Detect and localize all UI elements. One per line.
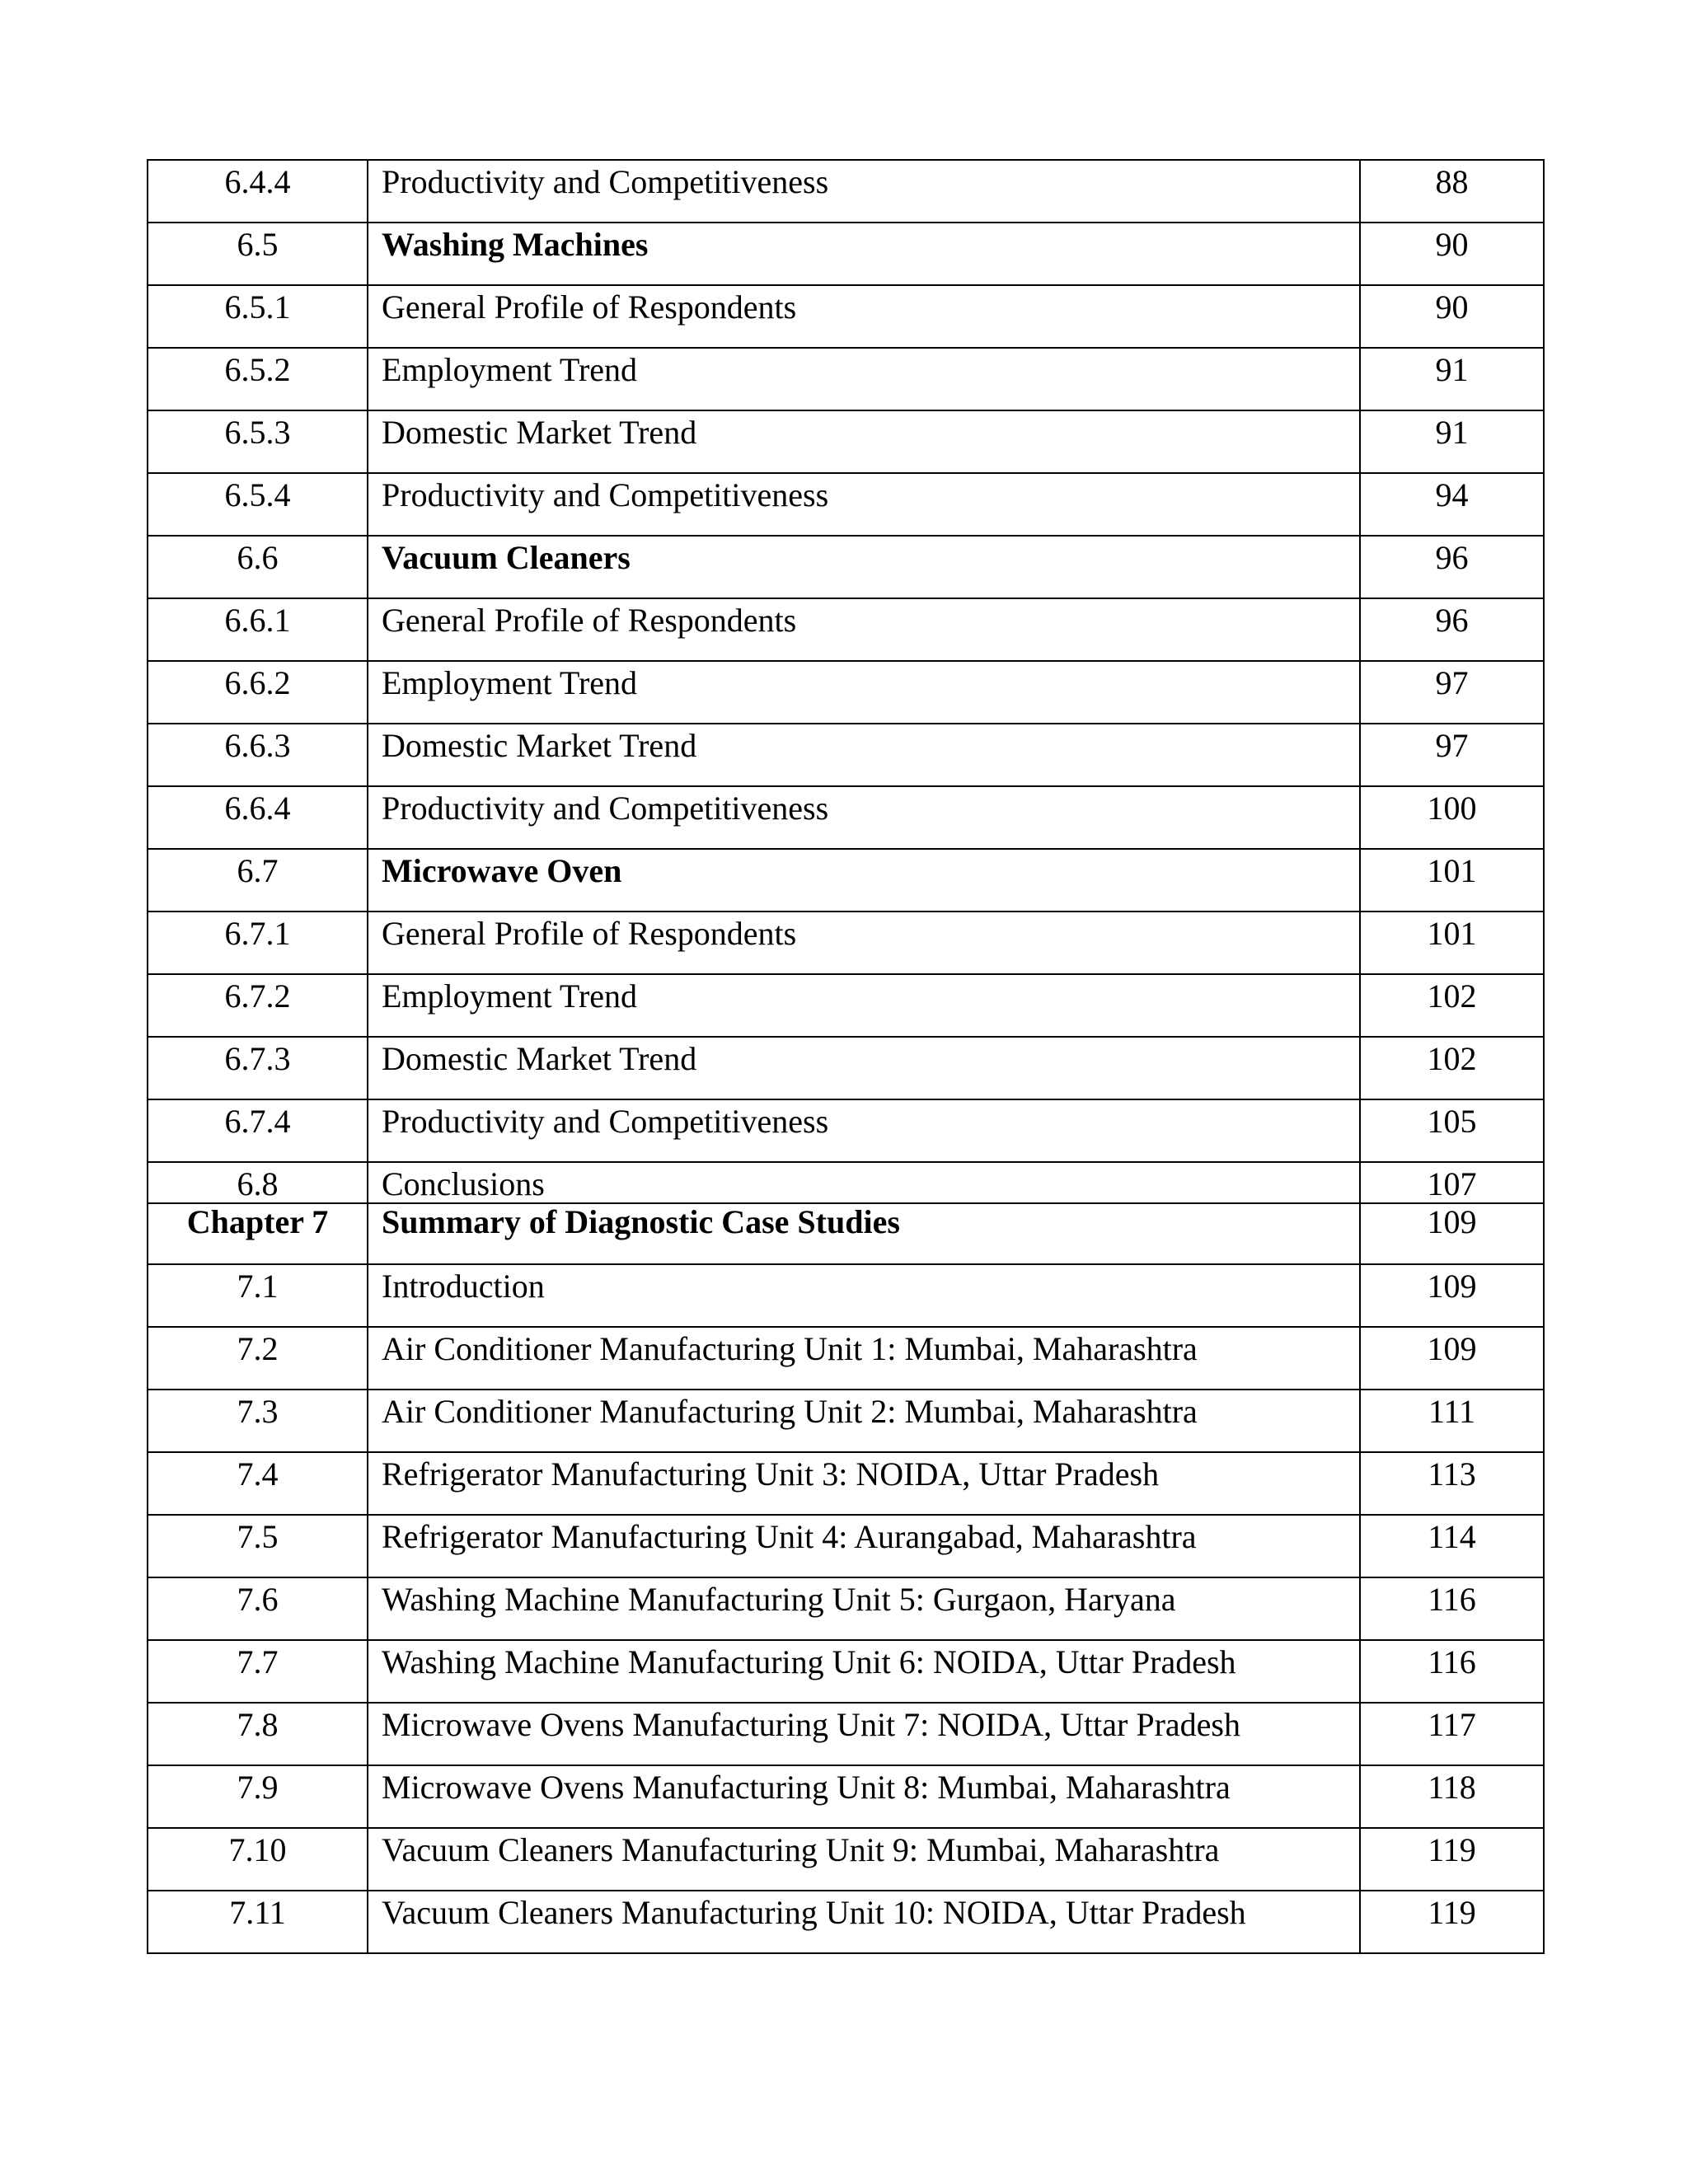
section-number: 7.1: [148, 1264, 368, 1327]
section-number: 6.8: [148, 1162, 368, 1203]
section-title: Productivity and Competitiveness: [368, 786, 1360, 849]
page-number: 113: [1360, 1452, 1544, 1515]
toc-row: [148, 160, 1544, 223]
toc-row: [148, 1327, 1544, 1390]
page-number: 102: [1360, 974, 1544, 1037]
page-number: 88: [1360, 160, 1544, 223]
page-number: 97: [1360, 661, 1544, 724]
section-number: 7.7: [148, 1640, 368, 1703]
section-title: Microwave Oven: [368, 849, 1360, 912]
page-number: 97: [1360, 724, 1544, 786]
toc-row: [148, 849, 1544, 912]
section-title: Refrigerator Manufacturing Unit 4: Aurangabad, Maharashtra: [368, 1515, 1360, 1577]
section-title: Productivity and Competitiveness: [368, 473, 1360, 536]
section-title: Employment Trend: [368, 348, 1360, 410]
section-number: 6.5.3: [148, 410, 368, 473]
page-number: 96: [1360, 598, 1544, 661]
section-title: Washing Machine Manufacturing Unit 6: NOIDA, Uttar Pradesh: [368, 1640, 1360, 1703]
section-number: 7.10: [148, 1828, 368, 1891]
section-title: Domestic Market Trend: [368, 410, 1360, 473]
section-number: 7.9: [148, 1765, 368, 1828]
page-number: 90: [1360, 223, 1544, 285]
section-title: Conclusions: [368, 1162, 1360, 1203]
section-number: 7.2: [148, 1327, 368, 1390]
section-number: 6.5.2: [148, 348, 368, 410]
toc-row: [148, 473, 1544, 536]
page-number: 116: [1360, 1577, 1544, 1640]
toc-row: [148, 1162, 1544, 1203]
toc-row: [148, 1515, 1544, 1577]
section-title: Refrigerator Manufacturing Unit 3: NOIDA, Uttar Pradesh: [368, 1452, 1360, 1515]
section-title: Washing Machine Manufacturing Unit 5: Gurgaon, Haryana: [368, 1577, 1360, 1640]
section-number: 7.4: [148, 1452, 368, 1515]
section-number: 6.6.3: [148, 724, 368, 786]
chapter-number: Chapter 7: [148, 1203, 368, 1264]
section-title: Vacuum Cleaners Manufacturing Unit 10: NOIDA, Uttar Pradesh: [368, 1891, 1360, 1953]
toc-row: [148, 410, 1544, 473]
page-number: 100: [1360, 786, 1544, 849]
page-number: 94: [1360, 473, 1544, 536]
section-number: 7.11: [148, 1891, 368, 1953]
section-number: 6.5: [148, 223, 368, 285]
section-title: General Profile of Respondents: [368, 912, 1360, 974]
page-number: 109: [1360, 1327, 1544, 1390]
toc-row: [148, 1891, 1544, 1953]
toc-row: [148, 724, 1544, 786]
page-number: 119: [1360, 1891, 1544, 1953]
toc-row: [148, 1390, 1544, 1452]
section-number: 6.6: [148, 536, 368, 598]
page-number: 114: [1360, 1515, 1544, 1577]
page-number: 117: [1360, 1703, 1544, 1765]
section-title: General Profile of Respondents: [368, 598, 1360, 661]
section-number: 6.7.2: [148, 974, 368, 1037]
toc-row: [148, 1099, 1544, 1162]
section-number: 6.7.3: [148, 1037, 368, 1099]
section-title: Introduction: [368, 1264, 1360, 1327]
section-title: Vacuum Cleaners Manufacturing Unit 9: Mumbai, Maharashtra: [368, 1828, 1360, 1891]
section-title: Vacuum Cleaners: [368, 536, 1360, 598]
section-title: Air Conditioner Manufacturing Unit 2: Mumbai, Maharashtra: [368, 1390, 1360, 1452]
toc-row: [148, 1765, 1544, 1828]
chapter-title: Summary of Diagnostic Case Studies: [368, 1203, 1360, 1264]
toc-row: [148, 661, 1544, 724]
toc-row: [148, 1703, 1544, 1765]
toc-row: [148, 223, 1544, 285]
section-title: Microwave Ovens Manufacturing Unit 7: NOIDA, Uttar Pradesh: [368, 1703, 1360, 1765]
section-number: 7.5: [148, 1515, 368, 1577]
toc-chapter-row: [148, 1203, 1544, 1264]
page-number: 101: [1360, 849, 1544, 912]
section-title: Productivity and Competitiveness: [368, 1099, 1360, 1162]
page-number: 105: [1360, 1099, 1544, 1162]
toc-row: [148, 1264, 1544, 1327]
section-number: 7.6: [148, 1577, 368, 1640]
page-number: 111: [1360, 1390, 1544, 1452]
toc-row: [148, 786, 1544, 849]
toc-row: [148, 974, 1544, 1037]
page-number: 116: [1360, 1640, 1544, 1703]
page-number: 101: [1360, 912, 1544, 974]
section-title: Productivity and Competitiveness: [368, 160, 1360, 223]
toc-row: [148, 536, 1544, 598]
toc-row: [148, 285, 1544, 348]
section-title: Air Conditioner Manufacturing Unit 1: Mumbai, Maharashtra: [368, 1327, 1360, 1390]
toc-row: [148, 1828, 1544, 1891]
page-number: 107: [1360, 1162, 1544, 1203]
section-title: Washing Machines: [368, 223, 1360, 285]
section-title: Employment Trend: [368, 974, 1360, 1037]
page-number: 109: [1360, 1203, 1544, 1264]
section-title: Domestic Market Trend: [368, 724, 1360, 786]
page-number: 109: [1360, 1264, 1544, 1327]
page-number: 90: [1360, 285, 1544, 348]
section-title: General Profile of Respondents: [368, 285, 1360, 348]
section-title: Domestic Market Trend: [368, 1037, 1360, 1099]
section-title: Employment Trend: [368, 661, 1360, 724]
toc-row: [148, 598, 1544, 661]
toc-row: [148, 1037, 1544, 1099]
section-number: 6.6.4: [148, 786, 368, 849]
toc-row: [148, 1640, 1544, 1703]
section-number: 6.5.4: [148, 473, 368, 536]
page-number: 96: [1360, 536, 1544, 598]
page-number: 118: [1360, 1765, 1544, 1828]
toc-row: [148, 1452, 1544, 1515]
section-number: 6.4.4: [148, 160, 368, 223]
section-number: 6.7.4: [148, 1099, 368, 1162]
page-number: 91: [1360, 410, 1544, 473]
section-title: Microwave Ovens Manufacturing Unit 8: Mumbai, Maharashtra: [368, 1765, 1360, 1828]
toc-row: [148, 912, 1544, 974]
section-number: 6.7.1: [148, 912, 368, 974]
section-number: 6.7: [148, 849, 368, 912]
table-of-contents: [147, 159, 1545, 1954]
page-number: 91: [1360, 348, 1544, 410]
toc-row: [148, 348, 1544, 410]
section-number: 6.6.1: [148, 598, 368, 661]
section-number: 6.6.2: [148, 661, 368, 724]
page-number: 102: [1360, 1037, 1544, 1099]
section-number: 7.8: [148, 1703, 368, 1765]
toc-row: [148, 1577, 1544, 1640]
section-number: 7.3: [148, 1390, 368, 1452]
page-number: 119: [1360, 1828, 1544, 1891]
section-number: 6.5.1: [148, 285, 368, 348]
